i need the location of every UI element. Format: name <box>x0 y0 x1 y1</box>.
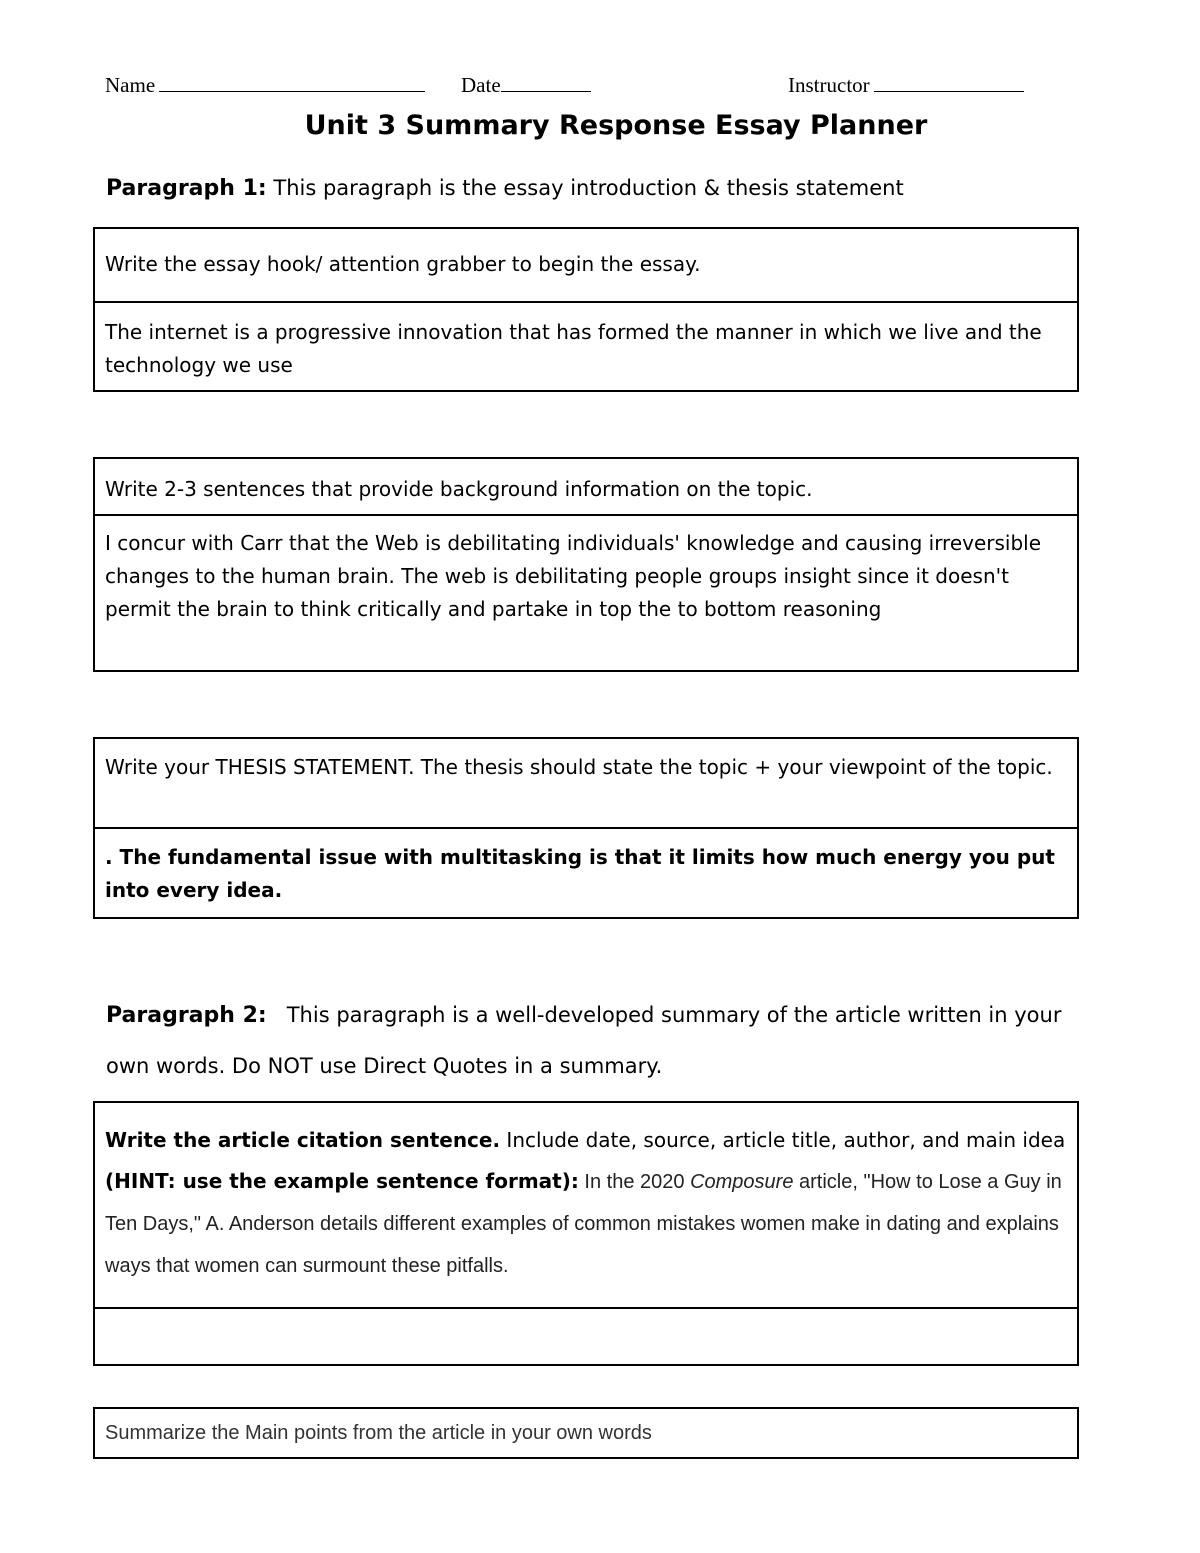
summary-box <box>93 1407 1079 1459</box>
citation-prompt <box>95 1103 1077 1309</box>
instructor-blank-line[interactable] <box>874 72 1024 92</box>
instructor-label: Instructor <box>788 73 870 97</box>
citation-example-before: In the 2020 <box>578 1171 691 1193</box>
hook-box <box>93 227 1079 392</box>
citation-prompt-rest: Include date, source, article title, author, and main idea <box>500 1128 1066 1152</box>
thesis-answer[interactable]: . The fundamental issue with multitasking is that it limits how much energy you put into every idea. <box>105 845 1055 902</box>
date-blank-line[interactable] <box>501 72 591 92</box>
date-field[interactable] <box>461 72 591 98</box>
date-label: Date <box>461 73 501 97</box>
background-answer[interactable]: I concur with Carr that the Web is debilitating individuals' knowledge and causing irreversible changes to the human brain. The web is debilitating people groups insight since it doesn't permit the brain to think critically and partake in top the to bottom reasoning <box>105 531 1042 621</box>
citation-box <box>93 1101 1079 1366</box>
thesis-prompt: Write your THESIS STATEMENT. The thesis should state the topic + your viewpoint of the topic. <box>95 739 1077 829</box>
paragraph2-label: Paragraph 2: <box>106 1003 267 1028</box>
background-prompt: Write 2-3 sentences that provide background information on the topic. <box>95 459 1077 516</box>
paragraph1-heading <box>106 176 904 201</box>
hook-answer[interactable]: The internet is a progressive innovation that has formed the manner in which we live and the technology we use <box>105 320 1042 377</box>
name-field[interactable] <box>105 72 425 98</box>
instructor-field[interactable] <box>788 72 1024 98</box>
thesis-box <box>93 737 1079 919</box>
page-title: Unit 3 Summary Response Essay Planner <box>304 110 928 141</box>
background-box <box>93 457 1079 672</box>
name-label: Name <box>105 73 156 97</box>
paragraph1-description: This paragraph is the essay introduction & thesis statement <box>273 176 904 200</box>
summary-prompt[interactable]: Summarize the Main points from the article in your own words <box>105 1422 652 1444</box>
citation-example-after: article, "How to Lose a Guy in Ten Days," A. Anderson details different examples of common mistakes women make in dating and explains ways that women can surmount these pitfalls. <box>105 1171 1062 1277</box>
paragraph2-description: This paragraph is a well-developed summary of the article written in your own words. Do NOT use Direct Quotes in a summary. <box>106 1003 1062 1078</box>
citation-prompt-bold: Write the article citation sentence. <box>105 1128 501 1152</box>
citation-example-italic: Composure <box>690 1171 794 1193</box>
paragraph1-label: Paragraph 1: <box>106 176 267 201</box>
paragraph2-heading <box>106 990 1106 1092</box>
name-blank-line[interactable] <box>159 72 425 92</box>
citation-answer[interactable] <box>95 1309 1077 1364</box>
citation-hint: (HINT: use the example sentence format): <box>105 1169 579 1193</box>
hook-prompt: Write the essay hook/ attention grabber to begin the essay. <box>95 229 1077 303</box>
